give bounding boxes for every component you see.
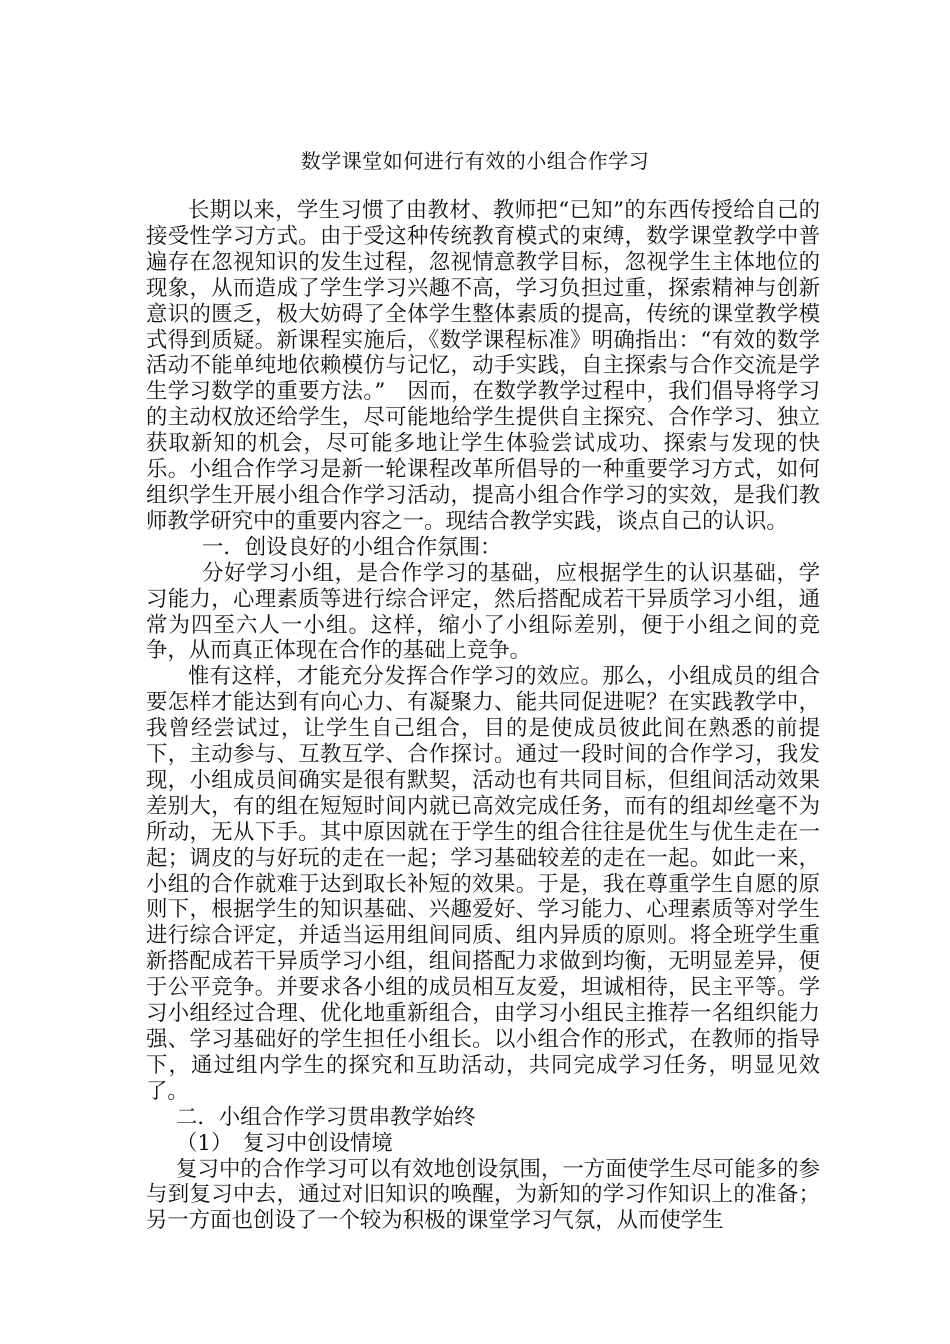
document-title: 数学课堂如何进行有效的小组合作学习 (300, 149, 650, 173)
paragraph-intro: 长期以来，学生习惯了由教材、教师把“已知”的东西传授给自己的接受性学习方式。由于受这种传统教育模式的束缚，数学课堂教学中普遍存在忽视知识的发生过程，忽视情意教学目标，忽视学生主体地位的现象，从而造成了学生学习兴趣不高，学习负担过重，探索精神与创新意识的匮乏，极大妨碍了全体学生整体素质的提高，传统的课堂教学模式得到质疑。新课程实施后，《数学课程标准》明确指出：“有效的数学活动不能单纯地依赖模仿与记忆，动手实践，自主探索与合作交流是学生学习数学的重要方法。” 因而，在数学教学过程中，我们倡导将学习的主动权放还给学生，尽可能地给学生提供自主探究、合作学习、独立获取新知的机会，尽可能多地让学生体验尝试成功、探索与发现的快乐。小组合作学习是新一轮课程改革所倡导的一种重要学习方式，如何组织学生开展小组合作学习活动，提高小组合作学习的实效，是我们教师教学研究中的重要内容之一。现结合教学实践，谈点自己的认识。 (146, 198, 820, 534)
section-heading-1: 一．创设良好的小组合作氛围： (202, 534, 502, 560)
paragraph-practice: 惟有这样，才能充分发挥合作学习的效应。那么，小组成员的组合要怎样才能达到有向心力、有凝聚力、能共同促进呢？在实践教学中，我曾经尝试过，让学生自己组合，目的是使成员彼此间在熟悉的前提下，主动参与、互教互学、合作探讨。通过一段时间的合作学习，我发现，小组成员间确实是很有默契，活动也有共同目标，但组间活动效果差别大，有的组在短短时间内就已高效完成任务，而有的组却丝毫不为所动，无从下手。其中原因就在于学生的组合往往是优生与优生走在一起；调皮的与好玩的走在一起；学习基础较差的走在一起。如此一来，小组的合作就难于达到取长补短的效果。于是，我在尊重学生自愿的原则下，根据学生的知识基础、兴趣爱好、学习能力、心理素质等对学生进行综合评定，并适当运用组间同质、组内异质的原则。将全班学生重新搭配成若干异质学习小组，组间搭配力求做到均衡，无明显差异，便于公平竞争。并要求各小组的成员相互友爱，坦诚相待，民主平等。学习小组经过合理、优化地重新组合，由学习小组民主推荐一名组织能力强、学习基础好的学生担任小组长。以小组合作的形式，在教师的指导下，通过组内学生的探究和互助活动，共同完成学习任务，明显见效了。 (146, 664, 820, 1104)
subsection-heading-1: （1） 复习中创设情境 (176, 1130, 393, 1156)
section-heading-2: 二．小组合作学习贯串教学始终 (176, 1104, 476, 1130)
document-body (146, 198, 820, 1234)
paragraph-review: 复习中的合作学习可以有效地创设氛围，一方面使学生尽可能多的参与到复习中去，通过对旧知识的唤醒，为新知的学习作知识上的准备；另一方面也创设了一个较为积极的课堂学习气氛，从而使学生 (146, 1156, 820, 1234)
paragraph-grouping: 分好学习小组，是合作学习的基础，应根据学生的认识基础，学习能力，心理素质等进行综合评定，然后搭配成若干异质学习小组，通常为四至六人一小组。这样，缩小了小组际差别，便于小组之间的竞争，从而真正体现在合作的基础上竞争。 (146, 560, 820, 664)
